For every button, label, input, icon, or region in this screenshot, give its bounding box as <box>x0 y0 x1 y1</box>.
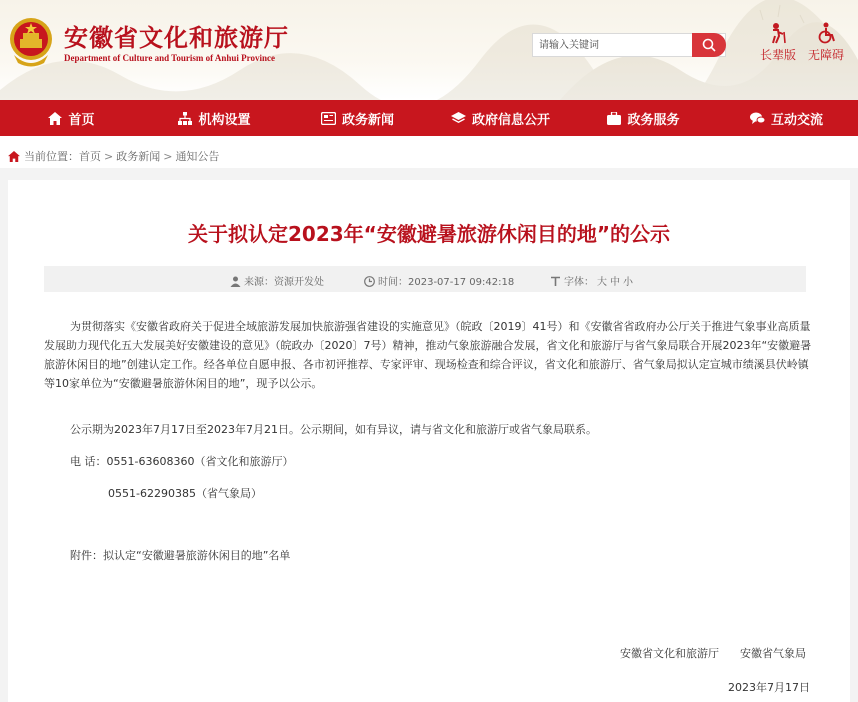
nav-label: 政务服务 <box>627 112 680 128</box>
breadcrumb-separator: > <box>104 149 114 163</box>
search-icon <box>702 38 716 52</box>
article-time <box>364 273 514 288</box>
article-paragraph-2: 公示期为2023年7月17日至2023年7月21日。公示期间，如有异议，请与省文化和旅游厅或省气象局联系。 <box>70 423 597 436</box>
org-icon <box>178 112 192 125</box>
nav-label: 政务新闻 <box>341 112 394 128</box>
article-time-text: 时间：2023-07-17 09:42:18 <box>378 277 515 288</box>
contact-phone-2: 0551-62290385（省气象局） <box>108 487 262 500</box>
article-source-text: 来源：资源开发处 <box>244 277 324 288</box>
article-card <box>8 180 850 702</box>
breadcrumb-notice[interactable]: 通知公告 <box>175 150 220 163</box>
nav-label: 政府信息公开 <box>471 112 550 128</box>
home-icon <box>8 151 20 162</box>
nav-item-news[interactable] <box>286 100 429 136</box>
site-header <box>0 0 858 100</box>
font-size-label: 字体： <box>564 277 594 288</box>
breadcrumb-prefix: 当前位置： <box>24 150 79 163</box>
accessibility-button[interactable] <box>808 22 844 63</box>
nav-item-org[interactable] <box>143 100 286 136</box>
nav-label: 互动交流 <box>770 112 823 128</box>
main-nav <box>0 100 858 136</box>
news-icon <box>321 112 336 125</box>
elder-icon <box>767 22 789 44</box>
font-size-large[interactable]: 大 <box>597 277 607 288</box>
breadcrumb <box>8 148 219 164</box>
breadcrumb-news[interactable]: 政务新闻 <box>116 150 161 163</box>
breadcrumb-home[interactable]: 首页 <box>79 150 101 163</box>
search-button[interactable] <box>692 33 726 57</box>
article-paragraph-1: 为贯彻落实《安徽省政府关于促进全域旅游发展加快旅游强省建设的实施意见》（皖政〔2019〕41号）和《安徽省省政府办公厅关于推进气象事业高质量发展助力现代化五大发展美好安徽建设的意见》（皖政办〔2020〕7号）精神，推动气象旅游融合发展，省文化和旅游厅与省气象局联合开展2023年“安徽避暑旅游休闲目的地”创建认定工作。经各单位自愿申报、各市初评推荐、专家评审、现场检查和综合评议，省文化和旅游厅、省气象局拟认定宣城市绩溪县伏岭镇等10家单位为“安徽避暑旅游休闲目的地”，现予以公示。 <box>44 320 812 390</box>
signer-culture-tourism: 安徽省文化和旅游厅 <box>620 647 719 660</box>
font-size-medium[interactable]: 中 <box>610 277 620 288</box>
font-size-icon <box>550 276 561 287</box>
search-box <box>532 33 726 57</box>
signer-meteorology: 安徽省气象局 <box>740 647 806 660</box>
nav-item-home[interactable] <box>0 100 143 136</box>
service-icon <box>607 112 621 125</box>
accessibility-label: 无障碍 <box>808 48 845 62</box>
article-title: 关于拟认定2023年“安徽避暑旅游休闲目的地”的公示 <box>188 222 670 246</box>
chat-icon <box>750 112 765 125</box>
home-icon <box>48 112 62 125</box>
nav-item-info[interactable] <box>429 100 572 136</box>
clock-icon <box>364 276 375 287</box>
publish-date: 2023年7月17日 <box>728 681 810 694</box>
nav-label: 机构设置 <box>198 112 251 128</box>
wheelchair-icon <box>815 22 837 44</box>
nav-item-interact[interactable] <box>715 100 858 136</box>
site-title: 安徽省文化和旅游厅 <box>64 23 289 52</box>
nav-item-service[interactable] <box>572 100 715 136</box>
elder-mode-button[interactable] <box>760 22 796 63</box>
contact-phone-1: 电 话：0551-63608360（省文化和旅游厅） <box>70 455 294 468</box>
national-emblem-icon <box>8 15 54 69</box>
search-input[interactable] <box>533 34 705 56</box>
layers-icon <box>451 112 466 125</box>
user-icon <box>230 276 241 287</box>
site-subtitle: Department of Culture and Tourism of Anhui Province <box>64 53 275 63</box>
elder-mode-label: 长辈版 <box>760 48 797 62</box>
nav-label: 首页 <box>68 112 95 128</box>
font-size-control <box>550 273 633 288</box>
attachment-link[interactable]: 附件：拟认定“安徽避暑旅游休闲目的地”名单 <box>70 549 291 562</box>
font-size-small[interactable]: 小 <box>623 277 633 288</box>
article-source <box>230 273 324 288</box>
article-meta <box>44 266 806 292</box>
breadcrumb-separator: > <box>163 149 173 163</box>
